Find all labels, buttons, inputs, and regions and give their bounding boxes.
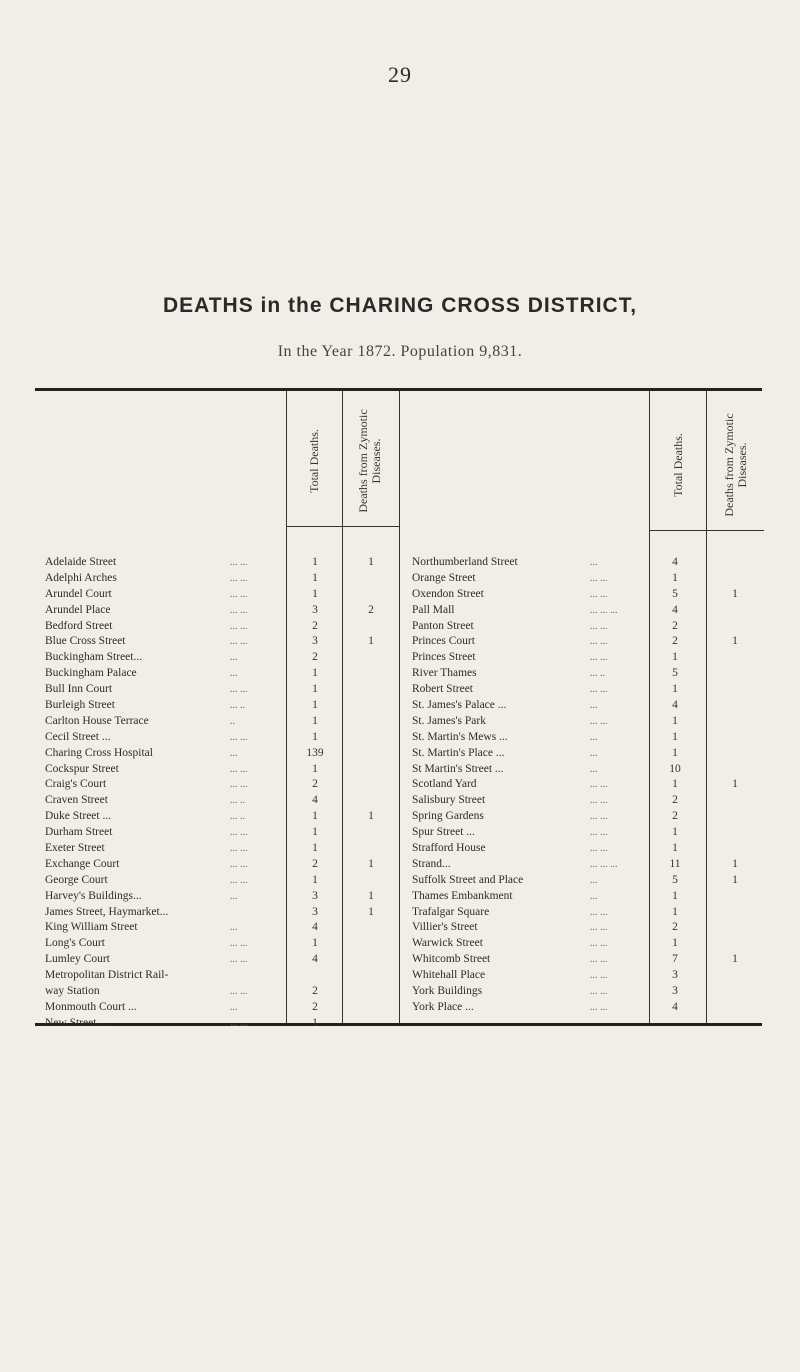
leader-dots: ... ... — [590, 922, 608, 934]
leader-dots: ... ... — [230, 636, 248, 648]
total-deaths-cell: 2 — [672, 921, 678, 934]
total-deaths-cell: 2 — [312, 619, 318, 632]
street-name: Oxendon Street — [412, 587, 484, 600]
page-number: 29 — [388, 62, 412, 87]
total-deaths-cell: 1 — [312, 714, 318, 727]
street-name: River Thames — [412, 667, 477, 680]
total-deaths-cell: 4 — [672, 1000, 678, 1013]
table-row — [45, 571, 390, 587]
total-deaths-cell: 2 — [672, 810, 678, 823]
street-name: Scotland Yard — [412, 778, 477, 791]
leader-dots: ... — [590, 763, 598, 775]
total-deaths-cell: 1 — [672, 730, 678, 743]
total-deaths-cell: 2 — [312, 1000, 318, 1013]
leader-dots: ... ... — [590, 684, 608, 696]
total-deaths-cell: 2 — [312, 651, 318, 664]
table-row — [412, 650, 762, 666]
leader-dots: ... ... — [230, 827, 248, 839]
table-row — [412, 603, 762, 619]
table-row — [45, 905, 390, 921]
total-deaths-cell: 1 — [672, 714, 678, 727]
table-row — [45, 793, 390, 809]
street-name: Metropolitan District Rail- — [45, 969, 169, 982]
table-row — [45, 825, 390, 841]
street-name: Charing Cross Hospital — [45, 746, 153, 759]
table-row — [45, 587, 390, 603]
street-name: Bull Inn Court — [45, 683, 113, 696]
table-row — [412, 714, 762, 730]
total-deaths-cell: 3 — [672, 969, 678, 982]
street-name: Salisbury Street — [412, 794, 486, 807]
table-row — [45, 619, 390, 635]
header-underline — [649, 530, 764, 531]
street-name: Thames Embankment — [412, 889, 513, 902]
street-name: Princes Street — [412, 651, 476, 664]
total-deaths-cell: 1 — [672, 937, 678, 950]
table-row — [412, 555, 762, 571]
street-name: Adelphi Arches — [45, 571, 117, 584]
street-name: Pall Mall — [412, 603, 455, 616]
leader-dots: ... ... — [230, 938, 248, 950]
table-row — [412, 666, 762, 682]
leader-dots: ... ... — [590, 843, 608, 855]
table-row — [412, 841, 762, 857]
total-deaths-cell: 1 — [672, 889, 678, 902]
leader-dots: ... ... — [230, 684, 248, 696]
total-deaths-cell: 1 — [312, 873, 318, 886]
left-total-deaths-header: Total Deaths. — [306, 429, 321, 493]
leader-dots: ... — [230, 668, 238, 680]
street-name: Cecil Street ... — [45, 730, 111, 743]
total-deaths-cell: 2 — [672, 794, 678, 807]
leader-dots: ... ... — [230, 572, 248, 584]
table-row — [45, 873, 390, 889]
street-name: Bedford Street — [45, 619, 113, 632]
street-name: Suffolk Street and Place — [412, 873, 524, 886]
zymotic-deaths-cell: 2 — [368, 603, 374, 616]
street-name: Buckingham Palace — [45, 667, 137, 680]
total-deaths-cell: 11 — [669, 857, 681, 870]
leader-dots: ... — [590, 700, 598, 712]
total-deaths-cell: 1 — [312, 842, 318, 855]
street-name: York Place ... — [412, 1000, 474, 1013]
street-name: St. James's Park — [412, 714, 486, 727]
total-deaths-cell: 1 — [672, 778, 678, 791]
total-deaths-cell: 1 — [312, 1016, 318, 1029]
street-name: Long's Court — [45, 937, 105, 950]
street-name: Blue Cross Street — [45, 635, 126, 648]
total-deaths-cell: 7 — [672, 953, 678, 966]
table-row — [412, 730, 762, 746]
total-deaths-cell: 1 — [312, 762, 318, 775]
total-deaths-cell: 3 — [312, 603, 318, 616]
table-row — [412, 857, 762, 873]
leader-dots: ... ... — [230, 874, 248, 886]
street-name: Trafalgar Square — [412, 905, 490, 918]
table-row — [45, 857, 390, 873]
street-name: St. Martin's Place ... — [412, 746, 505, 759]
street-name: King William Street — [45, 921, 138, 934]
street-name: Spur Street ... — [412, 826, 475, 839]
street-name: Buckingham Street... — [45, 651, 143, 664]
leader-dots: ... ... — [590, 1001, 608, 1013]
table-row — [412, 619, 762, 635]
street-name: Villier's Street — [412, 921, 478, 934]
street-name: New Street ... — [45, 1016, 108, 1029]
leader-dots: .. — [230, 715, 235, 727]
street-name: James Street, Haymarket... — [45, 905, 169, 918]
table-row — [45, 1016, 390, 1032]
total-deaths-cell: 4 — [672, 603, 678, 616]
total-deaths-cell: 10 — [669, 762, 681, 775]
total-deaths-cell: 1 — [312, 730, 318, 743]
total-deaths-cell: 1 — [672, 571, 678, 584]
table-row — [45, 952, 390, 968]
leader-dots: ... — [230, 890, 238, 902]
leader-dots: ... ... — [590, 827, 608, 839]
street-name: Exchange Court — [45, 857, 120, 870]
total-deaths-cell: 1 — [672, 842, 678, 855]
zymotic-deaths-cell: 1 — [732, 587, 738, 600]
leader-dots: ... ... — [590, 954, 608, 966]
table-row — [45, 666, 390, 682]
street-name: York Buildings — [412, 985, 483, 998]
street-name: Whitehall Place — [412, 969, 486, 982]
total-deaths-cell: 1 — [312, 826, 318, 839]
total-deaths-cell: 4 — [672, 556, 678, 568]
table-row — [412, 936, 762, 952]
street-name: Craven Street — [45, 794, 108, 807]
leader-dots: ... ... — [230, 858, 248, 870]
total-deaths-cell: 1 — [672, 826, 678, 839]
table-row — [412, 905, 762, 921]
table-row — [45, 1000, 390, 1016]
total-deaths-cell: 1 — [672, 746, 678, 759]
total-deaths-cell: 2 — [312, 985, 318, 998]
total-deaths-cell: 1 — [312, 667, 318, 680]
leader-dots: ... ... — [590, 970, 608, 982]
zymotic-deaths-cell: 1 — [368, 635, 374, 648]
leader-dots: ... ... — [230, 986, 248, 998]
street-name: George Court — [45, 873, 108, 886]
table-row — [412, 873, 762, 889]
zymotic-deaths-cell: 1 — [368, 889, 374, 902]
leader-dots: ... — [230, 652, 238, 664]
leader-dots: ... ... — [590, 652, 608, 664]
table-row — [412, 587, 762, 603]
table-row — [45, 936, 390, 952]
street-name: St. Martin's Mews ... — [412, 730, 508, 743]
table-row — [412, 777, 762, 793]
table-row — [45, 746, 390, 762]
total-deaths-cell: 5 — [672, 873, 678, 886]
leader-dots: ... ... — [230, 731, 248, 743]
total-deaths-cell: 139 — [306, 746, 324, 759]
left-zymotic-header: Deaths from Zymotic Diseases. — [356, 409, 383, 513]
leader-dots: ... ... — [590, 620, 608, 632]
table-row — [412, 889, 762, 905]
table-row — [412, 920, 762, 936]
table-row — [412, 746, 762, 762]
total-deaths-cell: 4 — [312, 921, 318, 934]
table-row — [45, 841, 390, 857]
street-name: Craig's Court — [45, 778, 107, 791]
street-name: Carlton House Terrace — [45, 714, 149, 727]
zymotic-deaths-cell: 1 — [368, 556, 374, 568]
table-row — [412, 952, 762, 968]
table-row — [412, 968, 762, 984]
table-row — [45, 968, 390, 984]
table-row — [45, 889, 390, 905]
total-deaths-cell: 3 — [312, 635, 318, 648]
table-row — [412, 825, 762, 841]
zymotic-deaths-cell: 1 — [732, 635, 738, 648]
total-deaths-cell: 1 — [312, 571, 318, 584]
leader-dots: ... ... ... — [590, 604, 618, 616]
leader-dots: ... ... — [230, 588, 248, 600]
street-name: Cockspur Street — [45, 762, 119, 775]
total-deaths-cell: 5 — [672, 587, 678, 600]
total-deaths-cell: 1 — [312, 810, 318, 823]
total-deaths-cell: 2 — [312, 778, 318, 791]
leader-dots: ... — [230, 1001, 238, 1013]
leader-dots: ... ... — [590, 811, 608, 823]
leader-dots: ... ... — [590, 779, 608, 791]
total-deaths-cell: 1 — [672, 683, 678, 696]
table-row — [45, 777, 390, 793]
table-row — [45, 555, 390, 571]
leader-dots: ... ... — [230, 954, 248, 966]
street-name: Arundel Place — [45, 603, 111, 616]
left-table-body — [45, 555, 390, 1032]
zymotic-deaths-cell: 1 — [368, 857, 374, 870]
street-name: Monmouth Court ... — [45, 1000, 137, 1013]
table-row — [45, 809, 390, 825]
page-subtitle: In the Year 1872. Population 9,831. — [277, 343, 523, 360]
total-deaths-cell: 1 — [672, 651, 678, 664]
table-row — [412, 682, 762, 698]
street-name: Arundel Court — [45, 587, 112, 600]
street-name: Strafford House — [412, 842, 486, 855]
street-name: Panton Street — [412, 619, 474, 632]
table-row — [412, 762, 762, 778]
street-name: St. James's Palace ... — [412, 699, 507, 712]
total-deaths-cell: 3 — [312, 889, 318, 902]
table-row — [412, 984, 762, 1000]
leader-dots: ... ... — [230, 604, 248, 616]
right-table-body — [412, 555, 762, 1016]
leader-dots: ... ... — [230, 620, 248, 632]
street-name: Orange Street — [412, 571, 476, 584]
total-deaths-cell: 1 — [312, 699, 318, 712]
table-row — [45, 698, 390, 714]
total-deaths-cell: 2 — [672, 619, 678, 632]
street-name: Whitcomb Street — [412, 953, 491, 966]
header-underline — [286, 526, 399, 527]
total-deaths-cell: 4 — [672, 699, 678, 712]
total-deaths-cell: 1 — [672, 905, 678, 918]
total-deaths-cell: 1 — [312, 556, 318, 568]
leader-dots: ... ... ... — [590, 858, 618, 870]
zymotic-deaths-cell: 1 — [368, 905, 374, 918]
table-row — [412, 793, 762, 809]
street-name: Adelaide Street — [45, 556, 117, 568]
total-deaths-cell: 2 — [672, 635, 678, 648]
leader-dots: ... ... — [590, 795, 608, 807]
leader-dots: ... ... — [590, 938, 608, 950]
table-row — [45, 920, 390, 936]
table-row — [45, 603, 390, 619]
leader-dots: ... ... — [590, 636, 608, 648]
leader-dots: ... ... — [230, 779, 248, 791]
right-zymotic-header: Deaths from Zymotic Diseases. — [722, 413, 749, 517]
table-row — [412, 809, 762, 825]
leader-dots: ... ... — [230, 557, 248, 568]
table-row — [45, 762, 390, 778]
leader-dots: ... ... — [230, 763, 248, 775]
table-row — [412, 1000, 762, 1016]
zymotic-deaths-cell: 1 — [368, 810, 374, 823]
leader-dots: ... .. — [230, 795, 245, 807]
total-deaths-cell: 1 — [312, 937, 318, 950]
street-name: Princes Court — [412, 635, 475, 648]
street-name: Durham Street — [45, 826, 113, 839]
column-divider — [399, 391, 400, 1023]
street-name: way Station — [45, 985, 100, 998]
leader-dots: ... ... — [590, 986, 608, 998]
table-row — [45, 714, 390, 730]
total-deaths-cell: 2 — [312, 857, 318, 870]
table-row — [412, 571, 762, 587]
total-deaths-cell: 3 — [312, 905, 318, 918]
leader-dots: ... — [230, 922, 238, 934]
leader-dots: ... — [590, 874, 598, 886]
leader-dots: ... ... — [230, 843, 248, 855]
zymotic-deaths-cell: 1 — [732, 857, 738, 870]
leader-dots: ... .. — [230, 700, 245, 712]
street-name: Duke Street ... — [45, 810, 112, 823]
street-name: Harvey's Buildings... — [45, 889, 142, 902]
leader-dots: ... ... — [590, 588, 608, 600]
leader-dots: ... — [230, 747, 238, 759]
street-name: Lumley Court — [45, 953, 110, 966]
street-name: Strand... — [412, 857, 451, 870]
table-row — [45, 634, 390, 650]
table-row — [412, 698, 762, 714]
total-deaths-cell: 1 — [312, 683, 318, 696]
table-row — [45, 650, 390, 666]
leader-dots: ... .. — [590, 668, 605, 680]
leader-dots: ... .. — [230, 811, 245, 823]
leader-dots: ... — [590, 557, 598, 568]
zymotic-deaths-cell: 1 — [732, 873, 738, 886]
street-name: Exeter Street — [45, 842, 105, 855]
leader-dots: ... ... — [590, 715, 608, 727]
table-row — [412, 634, 762, 650]
street-name: St Martin's Street ... — [412, 762, 504, 775]
leader-dots: ... ... — [230, 1017, 248, 1029]
right-total-deaths-header: Total Deaths. — [670, 433, 685, 497]
street-name: Robert Street — [412, 683, 473, 696]
leader-dots: ... — [590, 731, 598, 743]
zymotic-deaths-cell: 1 — [732, 778, 738, 791]
page-title: DEATHS in the CHARING CROSS DISTRICT, — [162, 294, 638, 317]
total-deaths-cell: 4 — [312, 953, 318, 966]
leader-dots: ... — [590, 747, 598, 759]
total-deaths-cell: 1 — [312, 587, 318, 600]
total-deaths-cell: 4 — [312, 794, 318, 807]
table-row — [45, 730, 390, 746]
street-name: Northumberland Street — [412, 556, 518, 568]
total-deaths-cell: 3 — [672, 985, 678, 998]
table-row — [45, 984, 390, 1000]
table-row — [45, 682, 390, 698]
street-name: Burleigh Street — [45, 699, 115, 712]
leader-dots: ... ... — [590, 906, 608, 918]
leader-dots: ... — [590, 890, 598, 902]
street-name: Spring Gardens — [412, 810, 484, 823]
zymotic-deaths-cell: 1 — [732, 953, 738, 966]
total-deaths-cell: 5 — [672, 667, 678, 680]
street-name: Warwick Street — [412, 937, 483, 950]
leader-dots: ... ... — [590, 572, 608, 584]
